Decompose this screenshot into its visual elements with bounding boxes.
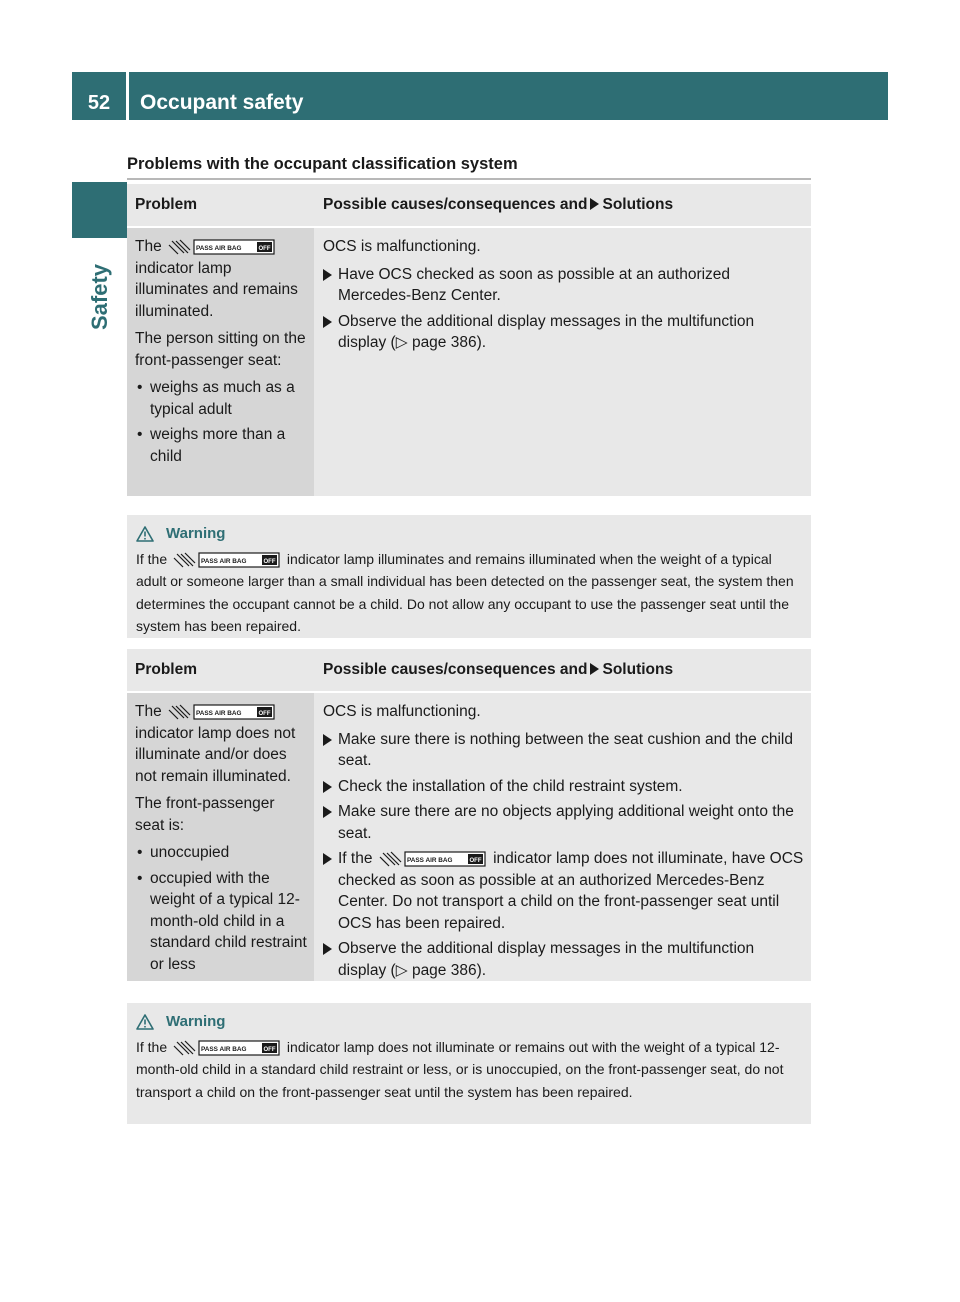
arrow-right-icon <box>323 316 332 328</box>
problem-table-2 <box>127 649 811 981</box>
problem-cell <box>127 228 314 496</box>
warning-body: indicator lamp illuminates and remains illuminated when the weight of a typical adult or someone larger than a small individual has been detected on the passenger seat, the system then determines the occupant cannot be a child. Do not allow any occupant to use the passenger seat until the system has been repaired. <box>136 550 794 634</box>
passenger-airbag-off-icon <box>173 552 281 568</box>
step-text: Observe the additional display messages in the multifunction display (▷ page 386). <box>338 940 755 979</box>
arrow-right-icon <box>323 806 332 818</box>
solutions-cell <box>314 228 811 496</box>
page-title: Occupant safety <box>140 91 304 114</box>
step-text-2: indicator lamp does not illuminate, have OCS checked as soon as possible at an authorized Mercedes-Benz Center. Do not transport a child on the front-passenger seat until OCS has been repaired. <box>338 850 804 932</box>
list-item <box>323 311 805 354</box>
arrow-right-icon <box>323 269 332 281</box>
table-row <box>127 691 811 981</box>
problem-post: indicator lamp does not illuminate and/or does not remain illuminated. <box>135 724 296 785</box>
warning-head <box>136 1011 803 1034</box>
col-solutions-text-2: Solutions <box>602 661 674 678</box>
warning-pre: If the <box>136 1038 168 1055</box>
col-problem: Problem <box>135 661 198 678</box>
indicator-svg <box>168 704 276 720</box>
table-header <box>127 649 811 691</box>
step-text: Make sure there are no objects applying additional weight onto the seat. <box>338 803 794 842</box>
list-item: • weighs more than a child <box>135 424 308 467</box>
warning-text <box>136 1036 803 1104</box>
arrow-right-icon <box>323 734 332 746</box>
step-text: Have OCS checked as soon as possible at an authorized Mercedes-Benz Center. <box>338 265 731 304</box>
arrow-right-icon <box>590 198 599 210</box>
warning-pre: If the <box>136 550 168 567</box>
list-item: • unoccupied <box>135 842 308 864</box>
table-row <box>127 226 811 496</box>
indicator-label: PASS AIR BAG <box>196 244 242 252</box>
arrow-right-icon <box>323 943 332 955</box>
step-text: Check the installation of the child restraint system. <box>338 777 683 795</box>
step-text: If the <box>338 850 373 867</box>
indicator-off-label: OFF <box>258 245 271 252</box>
list-item <box>323 801 805 844</box>
step-list <box>323 729 805 982</box>
indicator-label: PASS AIR BAG <box>196 709 242 717</box>
problem-text <box>135 236 308 322</box>
indicator-off-label: OFF <box>263 1046 276 1053</box>
indicator-svg <box>379 851 487 867</box>
indicator-label: PASS AIR BAG <box>201 1045 247 1053</box>
problem-cell <box>127 693 314 981</box>
indicator-label: PASS AIR BAG <box>201 557 247 565</box>
col-problem: Problem <box>135 196 198 213</box>
header-divider <box>126 72 129 120</box>
indicator-svg <box>168 239 276 255</box>
list-item: • occupied with the weight of a typical 12-month-old child in a standard child restraint or less <box>135 868 308 976</box>
warning-triangle-icon <box>136 1014 154 1030</box>
list-item: • weighs as much as a typical adult <box>135 377 308 420</box>
indicator-svg <box>173 552 281 568</box>
section-title: Problems with the occupant classification system <box>127 155 518 173</box>
arrow-right-icon <box>323 853 332 865</box>
warning-box-1 <box>127 515 811 638</box>
cause-text: OCS is malfunctioning. <box>323 238 481 255</box>
solutions-cell <box>314 693 811 981</box>
problem-para2: The person sitting on the front-passenger seat: <box>135 330 306 369</box>
cause-text: OCS is malfunctioning. <box>323 703 481 720</box>
problem-text <box>135 701 308 787</box>
bullet-list <box>135 842 308 975</box>
indicator-off-label: OFF <box>263 558 276 565</box>
warning-label: Warning <box>166 525 226 542</box>
passenger-airbag-off-icon <box>379 851 487 867</box>
col-solutions <box>314 649 811 691</box>
arrow-right-icon <box>590 663 599 675</box>
side-tab-label: Safety <box>86 263 112 331</box>
problem-para2: The front-passenger seat is: <box>135 795 275 834</box>
list-item <box>323 938 805 981</box>
list-item <box>323 848 805 934</box>
passenger-airbag-off-icon <box>173 1040 281 1056</box>
col-solutions-text-2: Solutions <box>602 196 674 213</box>
passenger-airbag-off-icon <box>168 239 276 255</box>
side-block <box>72 182 127 238</box>
warning-head <box>136 523 803 546</box>
warning-label: Warning <box>166 1013 226 1030</box>
table-header <box>127 184 811 226</box>
side-tab <box>72 242 127 352</box>
section-rule <box>127 178 811 180</box>
bullet-list <box>135 377 308 467</box>
col-solutions-text: Possible causes/consequences and <box>323 661 588 678</box>
step-list <box>323 264 805 354</box>
problem-table-1 <box>127 184 811 496</box>
warning-body: indicator lamp does not illuminate or remains out with the weight of a typical 12-month-old child in a standard child restraint or less, or is unoccupied, on the front-passenger seat, do not transport a child on the front-passenger seat until the system has been repaired. <box>136 1038 784 1100</box>
passenger-airbag-off-icon <box>168 704 276 720</box>
arrow-right-icon <box>323 781 332 793</box>
problem-post: indicator lamp illuminates and remains illuminated. <box>135 259 298 320</box>
warning-box-2 <box>127 1003 811 1124</box>
indicator-off-label: OFF <box>258 710 271 717</box>
problem-pre: The <box>135 703 162 720</box>
step-text: Make sure there is nothing between the seat cushion and the child seat. <box>338 730 793 769</box>
warning-triangle-icon <box>136 526 154 542</box>
warning-text <box>136 548 803 638</box>
indicator-svg <box>173 1040 281 1056</box>
indicator-label: PASS AIR BAG <box>406 856 453 864</box>
step-text: Observe the additional display messages in the multifunction display (▷ page 386). <box>338 312 755 351</box>
page-number: 52 <box>87 92 111 114</box>
indicator-off-label: OFF <box>469 857 482 864</box>
col-solutions-text: Possible causes/consequences and <box>323 196 588 213</box>
list-item <box>323 776 805 798</box>
list-item <box>323 264 805 307</box>
list-item <box>323 729 805 772</box>
problem-pre: The <box>135 238 162 255</box>
col-solutions <box>314 184 811 226</box>
